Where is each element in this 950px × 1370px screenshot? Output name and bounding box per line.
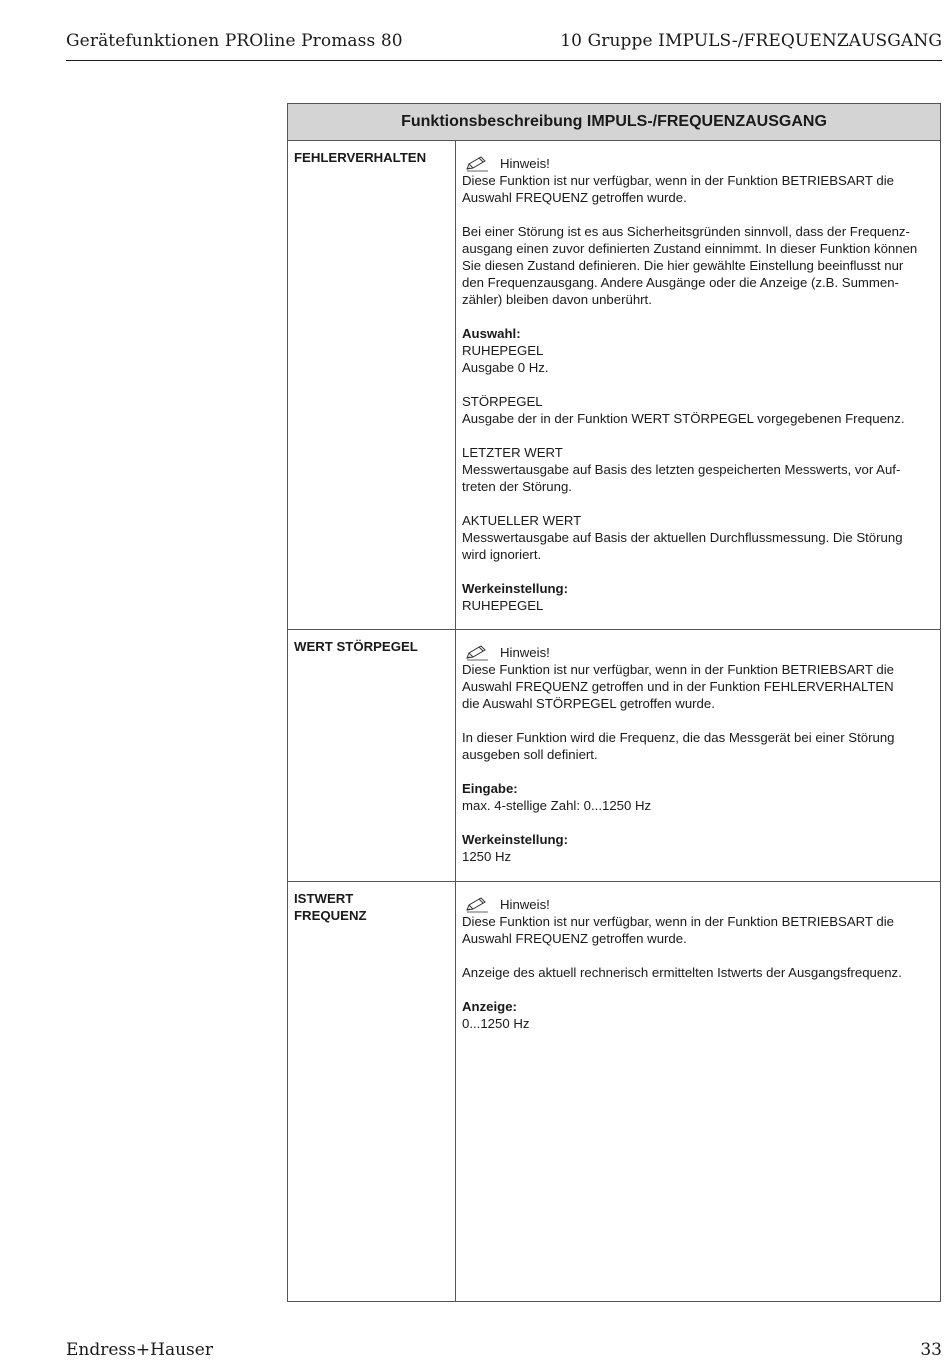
hint-block — [462, 896, 934, 947]
option-desc-line: Ausgabe 0 Hz. — [462, 360, 549, 375]
function-description — [456, 882, 940, 1301]
default-value: RUHEPEGEL — [462, 598, 544, 613]
option-desc-line: Messwertausgabe auf Basis der aktuellen Durchflussmessung. Die Störung — [462, 530, 903, 545]
option-block — [462, 325, 934, 376]
hint-text-line: Diese Funktion ist nur verfügbar, wenn in der Funktion BETRIEBSART die — [462, 914, 894, 929]
pencil-icon — [464, 644, 490, 661]
display-value: 0...1250 Hz — [462, 1016, 530, 1031]
intro-line: zähler) bleiben davon unberührt. — [462, 292, 652, 307]
page-number: 33 — [920, 1340, 942, 1360]
function-row-fehlerverhalten — [288, 141, 940, 630]
hint-text-line: Auswahl FREQUENZ getroffen und in der Funktion FEHLERVERHALTEN — [462, 679, 894, 694]
input-value: max. 4-stellige Zahl: 0...1250 Hz — [462, 798, 652, 813]
intro-line: ausgang einen zuvor definierten Zustand einnimmt. In dieser Funktion können — [462, 241, 918, 256]
pencil-icon — [464, 155, 490, 172]
option-desc-line: treten der Störung. — [462, 479, 572, 494]
display-heading: Anzeige: — [462, 999, 517, 1014]
default-block — [462, 831, 934, 865]
option-block — [462, 512, 934, 563]
intro-line: Sie diesen Zustand definieren. Die hier gewählte Einstellung beeinflusst nur — [462, 258, 904, 273]
function-row-wert-stoerpegel — [288, 630, 940, 882]
header-divider — [66, 60, 942, 61]
option-name: RUHEPEGEL — [462, 343, 544, 358]
input-heading: Eingabe: — [462, 781, 518, 796]
hint-label: Hinweis! — [500, 156, 550, 171]
option-desc-line: wird ignoriert. — [462, 547, 542, 562]
hint-label: Hinweis! — [500, 645, 550, 660]
intro-paragraph — [462, 964, 934, 981]
intro-line: ausgeben soll definiert. — [462, 747, 598, 762]
header-document-title: Gerätefunktionen PROline Promass 80 — [66, 31, 403, 51]
hint-label: Hinweis! — [500, 897, 550, 912]
hint-block — [462, 155, 934, 206]
header-section-title: 10 Gruppe IMPULS-/FREQUENZAUSGANG — [560, 31, 942, 51]
function-name-line: WERT STÖRPEGEL — [294, 639, 418, 654]
default-value: 1250 Hz — [462, 849, 512, 864]
brand-logo: Endress+Hauser — [66, 1340, 213, 1360]
hint-text-line: Auswahl FREQUENZ getroffen wurde. — [462, 190, 687, 205]
function-name — [288, 141, 456, 629]
pencil-icon — [464, 896, 490, 913]
table-title: Funktionsbeschreibung IMPULS-/FREQUENZAUSGANG — [288, 104, 940, 141]
function-name — [288, 630, 456, 881]
intro-line: Anzeige des aktuell rechnerisch ermittelten Istwerts der Ausgangsfrequenz. — [462, 965, 902, 980]
option-block — [462, 444, 934, 495]
intro-line: den Frequenzausgang. Andere Ausgänge oder die Anzeige (z.B. Summen- — [462, 275, 899, 290]
option-name: LETZTER WERT — [462, 445, 563, 460]
intro-line: Bei einer Störung ist es aus Sicherheitsgründen sinnvoll, dass der Frequenz- — [462, 224, 910, 239]
intro-paragraph — [462, 729, 934, 763]
default-block — [462, 580, 934, 614]
option-name: AKTUELLER WERT — [462, 513, 582, 528]
hint-text-line: Auswahl FREQUENZ getroffen wurde. — [462, 931, 687, 946]
function-name — [288, 882, 456, 1301]
function-name-line: ISTWERT — [294, 891, 354, 906]
hint-text-line: Diese Funktion ist nur verfügbar, wenn in der Funktion BETRIEBSART die — [462, 173, 894, 188]
function-description — [456, 141, 940, 629]
input-block — [462, 780, 934, 814]
default-heading: Werkeinstellung: — [462, 581, 569, 596]
hint-text-line: die Auswahl STÖRPEGEL getroffen wurde. — [462, 696, 715, 711]
choice-heading: Auswahl: — [462, 326, 521, 341]
option-desc-line: Messwertausgabe auf Basis des letzten gespeicherten Messwerts, vor Auf- — [462, 462, 901, 477]
option-name: STÖRPEGEL — [462, 394, 543, 409]
hint-text-line: Diese Funktion ist nur verfügbar, wenn in der Funktion BETRIEBSART die — [462, 662, 894, 677]
intro-line: In dieser Funktion wird die Frequenz, die das Messgerät bei einer Störung — [462, 730, 895, 745]
default-heading: Werkeinstellung: — [462, 832, 569, 847]
option-desc-line: Ausgabe der in der Funktion WERT STÖRPEGEL vorgegebenen Frequenz. — [462, 411, 905, 426]
function-description — [456, 630, 940, 881]
hint-block — [462, 644, 934, 712]
function-description-table — [287, 103, 941, 1302]
intro-paragraph — [462, 223, 934, 308]
option-block — [462, 393, 934, 427]
function-name-line: FEHLERVERHALTEN — [294, 150, 427, 165]
function-name-line: FREQUENZ — [294, 908, 367, 923]
display-block — [462, 998, 934, 1032]
function-row-istwert-frequenz — [288, 882, 940, 1301]
